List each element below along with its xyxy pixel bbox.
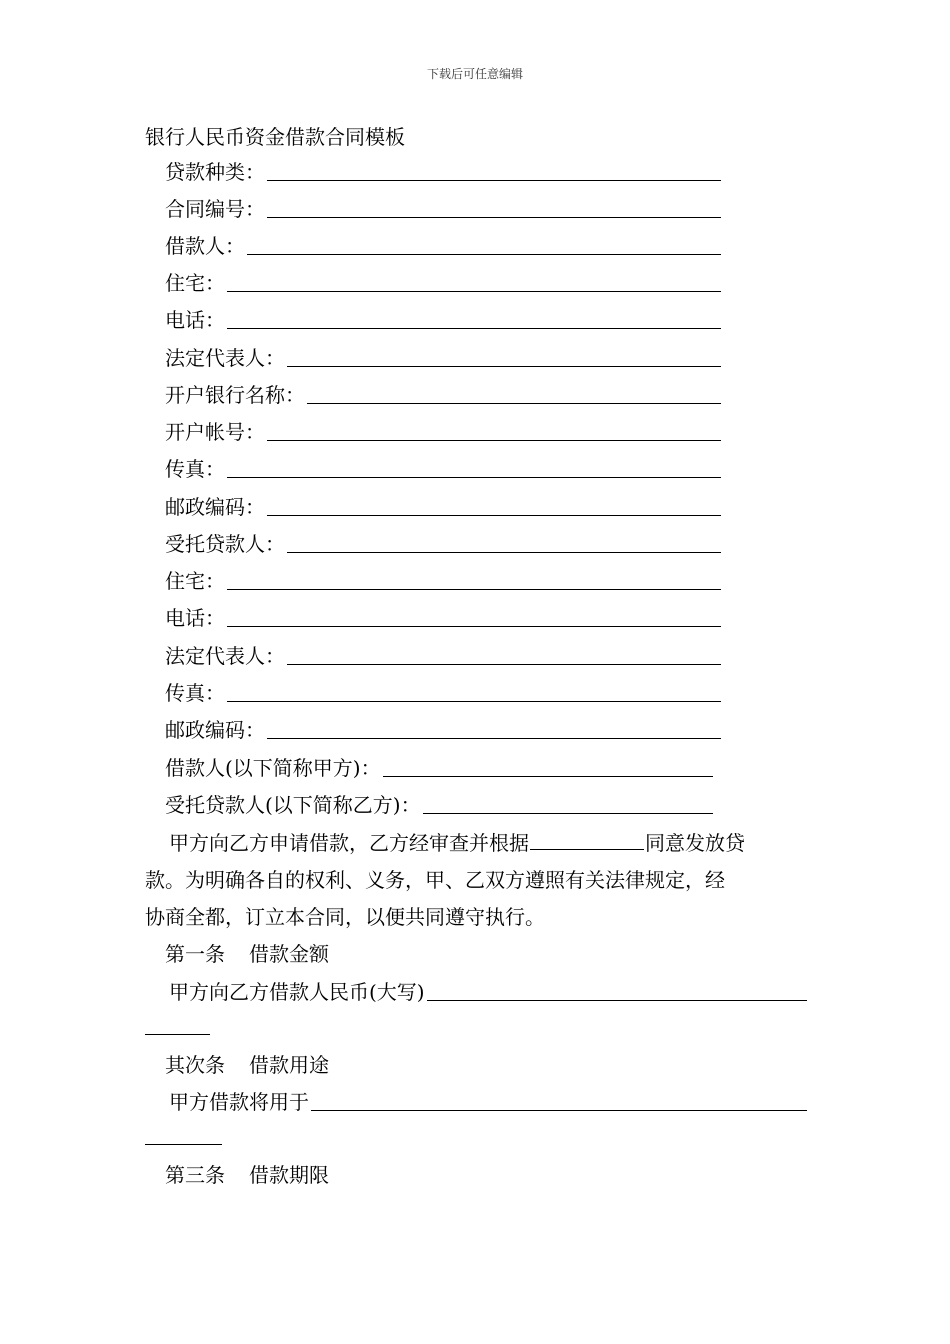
field-blank-line [427, 978, 807, 1001]
field-label: 借款人： [165, 234, 245, 258]
intro-text: 甲方向乙方申请借款，乙方经审查并根据 [169, 831, 529, 855]
article-3-heading [165, 1162, 329, 1188]
field-label: 合同编号： [165, 197, 265, 221]
field-label: 开户银行名称： [165, 383, 305, 407]
field-residence [165, 270, 721, 296]
article-2-blank-continuation [145, 1144, 222, 1145]
field-postal-code [165, 494, 721, 520]
field-legal-representative [165, 345, 721, 371]
field-phone [165, 307, 721, 333]
field-label: 借款人(以下简称甲方)： [165, 756, 381, 780]
field-blank-line [267, 493, 721, 516]
field-contract-number [165, 196, 721, 222]
field-label: 受托贷款人： [165, 532, 285, 556]
intro-blank-line [530, 829, 644, 850]
field-blank-line [423, 791, 713, 814]
field-label: 电话： [165, 606, 225, 630]
page-header: 下载后可任意编辑 [426, 67, 523, 81]
field-blank-line [247, 232, 721, 255]
field-fax-2 [165, 680, 721, 706]
field-blank-line [227, 679, 721, 702]
field-phone-2 [165, 605, 721, 631]
field-borrower [165, 233, 721, 259]
field-blank-line [307, 381, 721, 404]
field-label: 传真： [165, 457, 225, 481]
field-blank-line [287, 642, 721, 665]
field-party-a [165, 755, 713, 781]
field-account-number [165, 419, 721, 445]
field-label: 住宅： [165, 569, 225, 593]
article-title: 借款用途 [249, 1053, 329, 1077]
field-label: 法定代表人： [165, 346, 285, 370]
article-title: 借款金额 [249, 942, 329, 966]
article-1-body [169, 979, 807, 1005]
article-title: 借款期限 [249, 1163, 329, 1187]
field-blank-line [267, 195, 721, 218]
field-blank-line [267, 158, 721, 181]
field-label: 开户帐号： [165, 420, 265, 444]
field-blank-line [227, 306, 721, 329]
field-blank-line [383, 754, 713, 777]
field-label: 贷款种类： [165, 160, 265, 184]
field-blank-line [227, 567, 721, 590]
article-2-heading [165, 1052, 329, 1078]
article-1-blank-continuation [145, 1034, 210, 1035]
article-2-body [169, 1089, 807, 1115]
field-loan-type [165, 159, 721, 185]
article-body-text: 甲方向乙方借款人民币(大写) [169, 980, 425, 1004]
field-legal-representative-2 [165, 643, 721, 669]
field-blank-line [227, 269, 721, 292]
document-title: 银行人民币资金借款合同模板 [145, 125, 405, 149]
field-trustee-lender [165, 531, 721, 557]
field-bank-name [165, 382, 721, 408]
intro-line-2: 款。为明确各自的权利、义务，甲、乙双方遵照有关法律规定，经 [145, 868, 725, 892]
field-residence-2 [165, 568, 721, 594]
field-blank-line [267, 418, 721, 441]
article-body-text: 甲方借款将用于 [169, 1090, 309, 1114]
field-label: 电话： [165, 308, 225, 332]
field-label: 传真： [165, 681, 225, 705]
field-blank-line [287, 344, 721, 367]
intro-line-1 [169, 829, 745, 856]
field-fax [165, 456, 721, 482]
intro-text: 同意发放贷 [645, 831, 745, 855]
field-label: 住宅： [165, 271, 225, 295]
article-number: 其次条 [165, 1053, 225, 1077]
article-1-heading [165, 941, 329, 967]
field-label: 邮政编码： [165, 495, 265, 519]
field-blank-line [227, 455, 721, 478]
intro-line-3: 协商全都，订立本合同，以便共同遵守执行。 [145, 905, 545, 929]
article-number: 第三条 [165, 1163, 225, 1187]
field-blank-line [227, 604, 721, 627]
article-number: 第一条 [165, 942, 225, 966]
field-postal-code-2 [165, 717, 721, 743]
field-blank-line [311, 1088, 807, 1111]
field-label: 法定代表人： [165, 644, 285, 668]
field-party-b [165, 792, 713, 818]
field-blank-line [267, 716, 721, 739]
field-label: 受托贷款人(以下简称乙方)： [165, 793, 421, 817]
field-blank-line [287, 530, 721, 553]
field-label: 邮政编码： [165, 718, 265, 742]
